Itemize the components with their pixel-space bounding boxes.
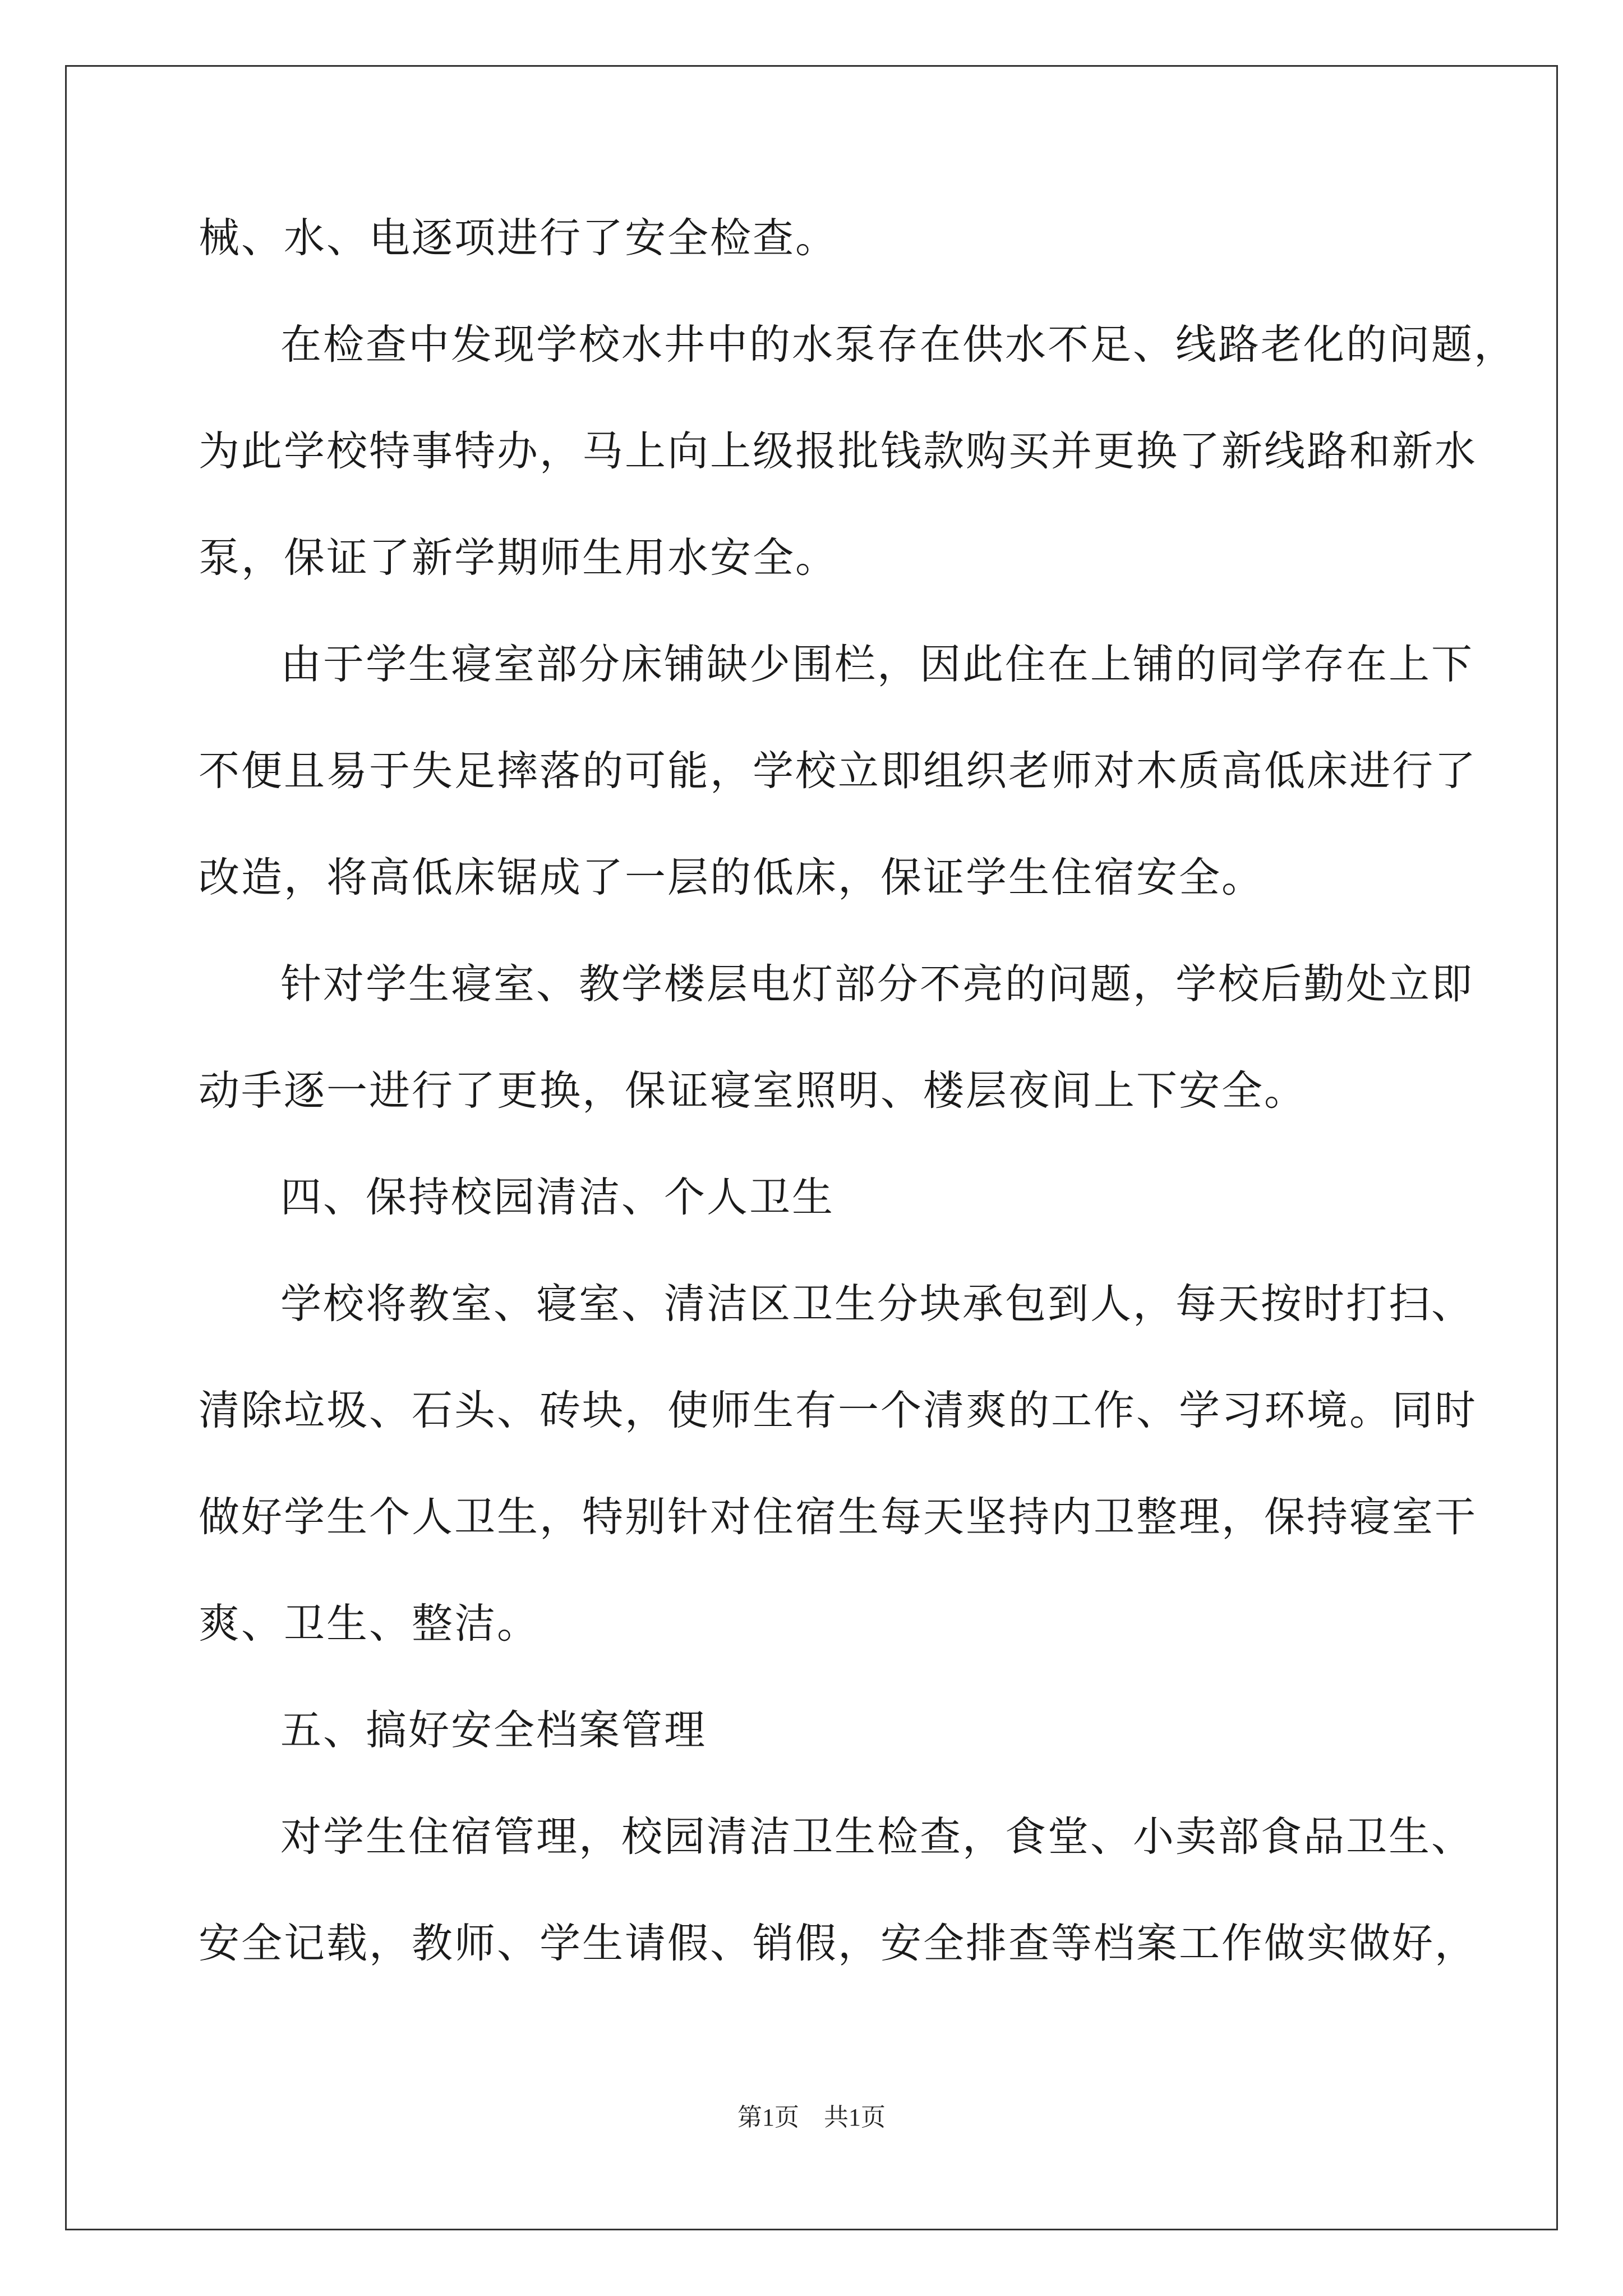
text-line: 清除垃圾、石头、砖块，使师生有一个清爽的工作、学习环境。同时 — [199, 1387, 1477, 1434]
page-number: 第1页 共1页 — [737, 2104, 886, 2131]
text-line: 对学生住宿管理，校园清洁卫生检查，食堂、小卖部食品卫生、 — [280, 1813, 1474, 1861]
text-line: 在检查中发现学校水井中的水泵存在供水不足、线路老化的问题， — [280, 321, 1516, 369]
text-line: 改造，将高低床锯成了一层的低床，保证学生住宿安全。 — [199, 854, 1264, 901]
section-heading: 四、保持校园清洁、个人卫生 — [280, 1174, 834, 1221]
text-line: 不便且易于失足摔落的可能，学校立即组织老师对木质高低床进行了 — [199, 747, 1477, 795]
text-line: 安全记载，教师、学生请假、销假，安全排查等档案工作做实做好， — [199, 1920, 1477, 1967]
text-line: 械、水、电逐项进行了安全检查。 — [199, 214, 838, 262]
text-line: 泵，保证了新学期师生用水安全。 — [199, 534, 838, 582]
text-line: 学校将教室、寝室、清洁区卫生分块承包到人，每天按时打扫、 — [280, 1280, 1474, 1328]
page-border — [65, 65, 1558, 2230]
text-line: 由于学生寝室部分床铺缺少围栏，因此住在上铺的同学存在上下 — [280, 641, 1474, 688]
text-line: 为此学校特事特办，马上向上级报批钱款购买并更换了新线路和新水 — [199, 427, 1477, 475]
text-line: 爽、卫生、整洁。 — [199, 1600, 540, 1648]
text-line: 动手逐一进行了更换，保证寝室照明、楼层夜间上下安全。 — [199, 1067, 1307, 1115]
text-line: 针对学生寝室、教学楼层电灯部分不亮的问题，学校后勤处立即 — [280, 960, 1474, 1008]
text-line: 做好学生个人卫生，特别针对住宿生每天坚持内卫整理，保持寝室干 — [199, 1493, 1477, 1541]
section-heading: 五、搞好安全档案管理 — [280, 1706, 707, 1754]
